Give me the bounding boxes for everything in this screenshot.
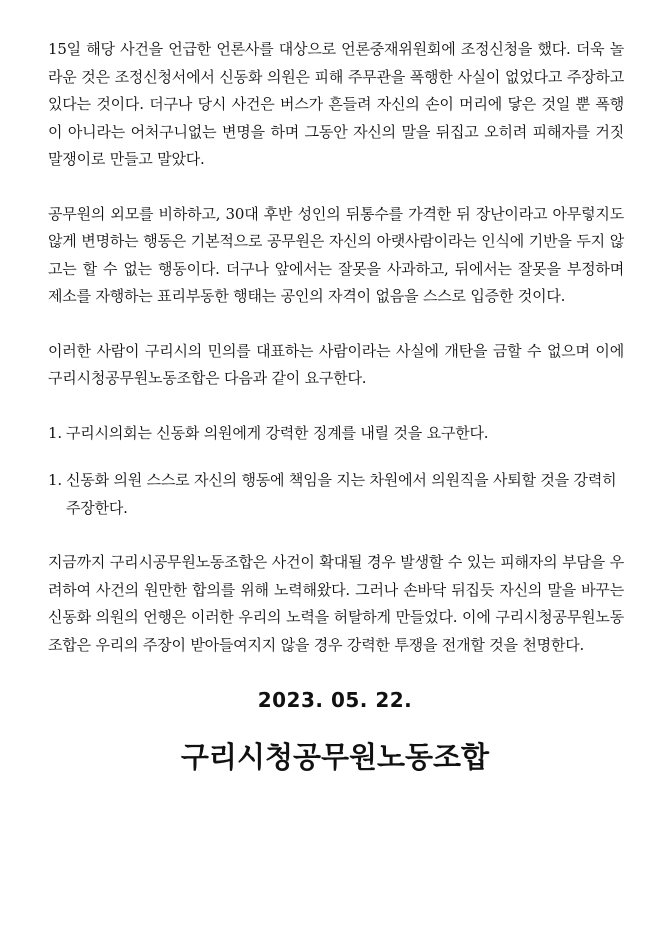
demand-number: 1.: [48, 423, 62, 442]
document-date: 2023. 05. 22.: [257, 688, 413, 712]
paragraph-demand-intro: 이러한 사람이 구리시의 민의를 대표하는 사람이라는 사실에 개탄을 금할 수 없으며 이에 구리시청공무원노동조합은 다음과 같이 요구한다.: [48, 341, 624, 387]
paragraph-closing: 지금까지 구리시공무원노동조합은 사건이 확대될 경우 발생할 수 있는 피해자의 부담을 우려하여 사건의 원만한 합의를 위해 노력해왔다. 그러나 손바닥 뒤집듯 자신의 말을 바꾸는 신동화 의원의 언행은 이러한 우리의 노력을 허탈하게 만들었다. 이에 구리시청공무원노동조합은 우리의 주장이 받아들여지지 않을 경우 강력한 투쟁을 전개할 것을 천명한다.: [48, 553, 624, 654]
demand-text: 신동화 의원 스스로 자신의 행동에 책임을 지는 차원에서 의원직을 사퇴할 것을 강력히 주장한다.: [66, 471, 617, 517]
demand-item-resign: [48, 467, 624, 522]
paragraph-lawsuit: 15일 해당 사건을 언급한 언론사를 대상으로 언론중재위원회에 조정신청을 했다. 더욱 놀라운 것은 조정신청서에서 신동화 의원은 피해 주무관을 폭행한 사실이 없었다고 주장하고 있다는 것이다. 더구나 당시 사건은 버스가 흔들려 자신의 손이 머리에 닿은 것일 뿐 폭행이 아니라는 어처구니없는 변명을 하며 그동안 자신의 말을 뒤집고 오히려 피해자를 거짓말쟁이로 만들고 말았다.: [48, 40, 624, 168]
demand-item-discipline: [48, 420, 624, 448]
document-body: [48, 36, 624, 686]
demand-text: 구리시의회는 신동화 의원에게 강력한 징계를 내릴 것을 요구한다.: [66, 423, 489, 442]
demand-number: 1.: [48, 471, 62, 489]
paragraph-criticism: 공무원의 외모를 비하하고, 30대 후반 성인의 뒤통수를 가격한 뒤 장난이라고 아무렇지도 않게 변명하는 행동은 기본적으로 공무원은 자신의 아랫사람이라는 인식에 기반을 두지 않고는 할 수 없는 행동이다. 더구나 앞에서는 잘못을 사과하고, 뒤에서는 잘못을 부정하며 제소를 자행하는 표리부동한 행태는 공인의 자격이 없음을 스스로 입증한 것이다.: [48, 204, 624, 305]
organization-name: 구리시청공무원노동조합: [180, 740, 490, 774]
